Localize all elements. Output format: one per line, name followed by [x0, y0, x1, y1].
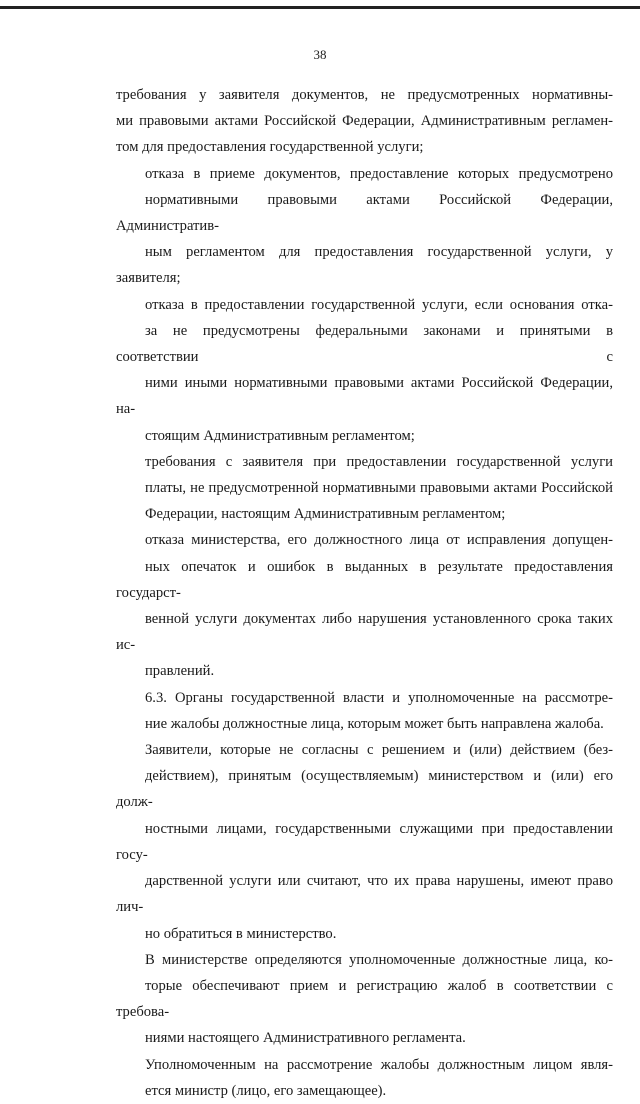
text-line: требования с заявителя при предоставлении государственной услуги	[145, 453, 613, 470]
text-line: венной услуги документах либо нарушения установленного срока таких ис-	[116, 611, 613, 654]
text-line: правлений.	[145, 663, 215, 680]
text-line: ми правовыми актами Российской Федерации, Административным регламен-	[116, 113, 613, 130]
document-body	[116, 82, 613, 1104]
paragraph	[116, 449, 613, 528]
paragraph	[116, 292, 613, 449]
text-line: ется министр (лицо, его замещающее).	[145, 1082, 387, 1099]
paragraph	[116, 1052, 613, 1104]
page-number: 38	[313, 47, 327, 62]
text-line: ностными лицами, государственными служащими при предоставлении госу-	[116, 820, 613, 863]
paragraph	[116, 161, 613, 292]
text-line: торые обеспечивают прием и регистрацию жалоб в соответствии с требова-	[116, 977, 613, 1021]
text-line: за не предусмотрены федеральными законами и принятыми в соответствии с	[116, 322, 613, 366]
text-line: но обратиться в министерство.	[145, 925, 337, 942]
text-line: Уполномоченным на рассмотрение жалобы должностным лицом явля-	[145, 1056, 613, 1073]
text-line: платы, не предусмотренной нормативными правовыми актами Российской	[145, 480, 613, 497]
text-line: отказа в приеме документов, предоставление которых предусмотрено	[145, 165, 613, 182]
text-line: 6.3. Органы государственной власти и уполномоченные на рассмотре-	[145, 689, 613, 706]
text-line: том для предоставления государственной услуги;	[116, 139, 424, 156]
text-line: стоящим Административным регламентом;	[145, 427, 415, 444]
text-line: ниями настоящего Административного регламента.	[145, 1030, 466, 1047]
text-line: отказа министерства, его должностного лица от исправления допущен-	[145, 532, 613, 549]
paragraph	[116, 947, 613, 1052]
top-border-rule	[0, 6, 640, 9]
text-line: Заявители, которые не согласны с решением и (или) действием (без-	[145, 742, 613, 759]
paragraph	[116, 527, 613, 684]
text-line: В министерстве определяются уполномоченные должностные лица, ко-	[145, 951, 613, 968]
paragraph	[116, 685, 613, 737]
text-line: ние жалобы должностные лица, которым может быть направлена жалоба.	[145, 715, 604, 732]
text-line: ных опечаток и ошибок в выданных в результате предоставления государст-	[116, 558, 613, 601]
text-line: действием), принятым (осуществляемым) министерством и (или) его долж-	[116, 768, 613, 811]
text-line: ным регламентом для предоставления государственной услуги, у заявителя;	[116, 244, 613, 287]
text-line: нормативными правовыми актами Российской Федерации, Административ-	[116, 191, 613, 235]
paragraph	[116, 737, 613, 947]
text-line: ними иными нормативными правовыми актами Российской Федерации, на-	[116, 375, 613, 418]
text-line: требования у заявителя документов, не предусмотренных нормативны-	[116, 87, 613, 103]
paragraph	[116, 82, 613, 161]
text-line: отказа в предоставлении государственной услуги, если основания отка-	[145, 296, 613, 313]
text-line: Федерации, настоящим Административным регламентом;	[145, 506, 506, 523]
text-line: дарственной услуги или считают, что их права нарушены, имеют право лич-	[116, 873, 613, 916]
